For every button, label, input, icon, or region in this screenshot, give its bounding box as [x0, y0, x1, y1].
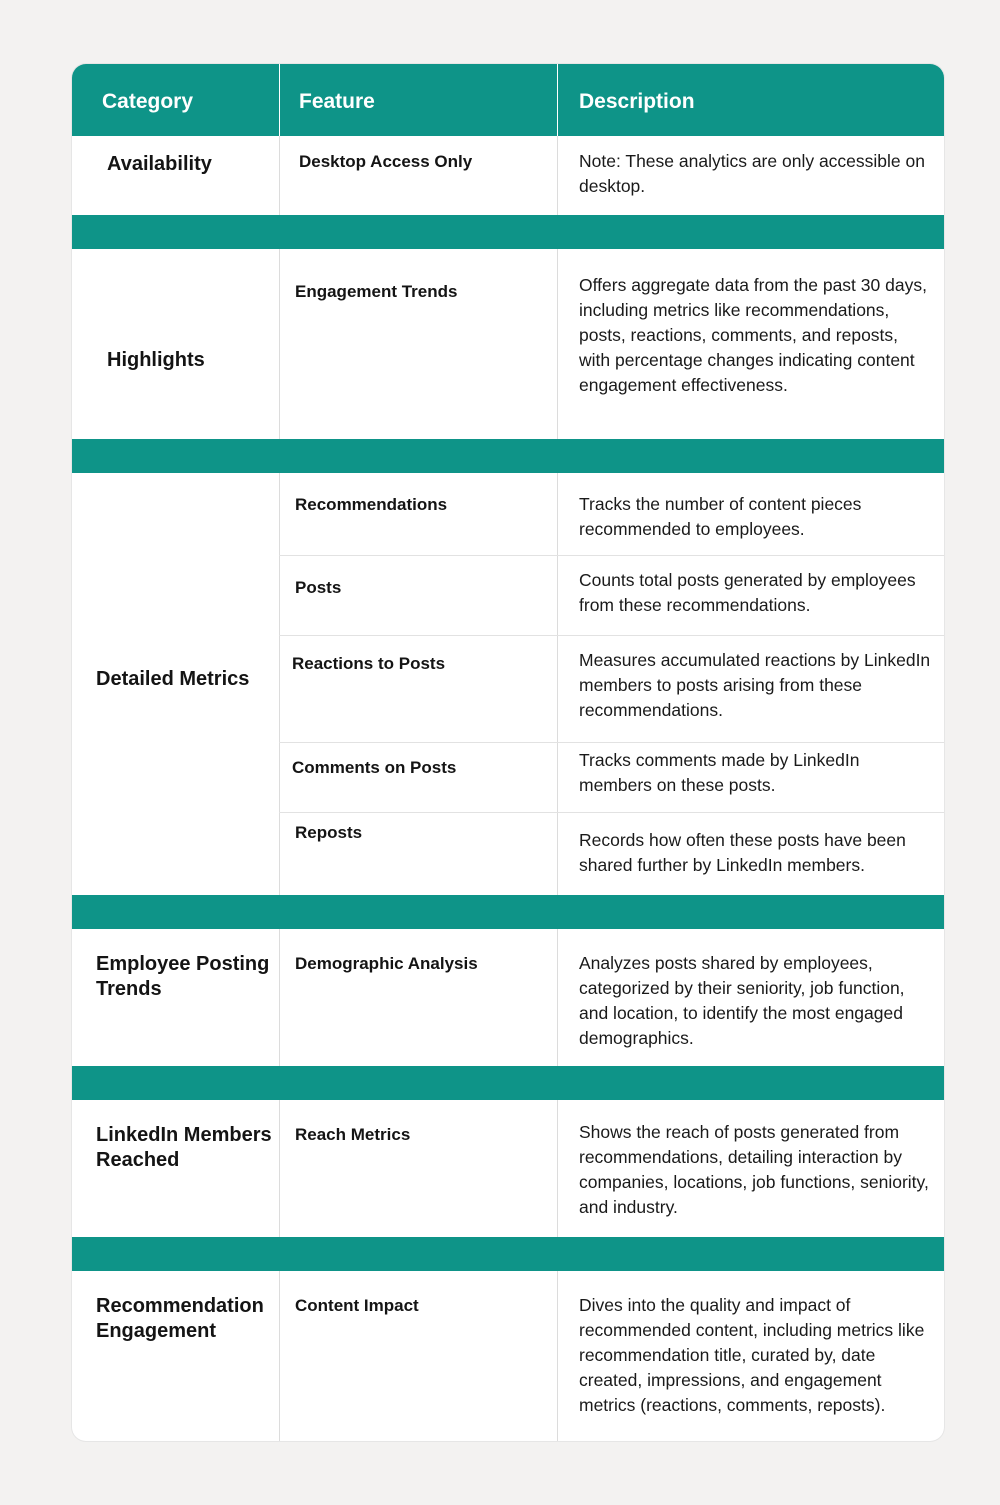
- description-comments: Tracks comments made by LinkedIn members on these posts.: [579, 750, 860, 795]
- description-reposts: Records how often these posts have been shared further by LinkedIn members.: [579, 830, 906, 875]
- category-employee-posting-trends: Employee Posting Trends: [96, 953, 270, 1000]
- section-separator: [72, 1066, 944, 1100]
- description-reactions: Measures accumulated reactions by LinkedIn members to posts arising from these recommendations.: [579, 650, 931, 720]
- feature-comments: Comments on Posts: [292, 758, 457, 777]
- table-header: [72, 64, 944, 136]
- description-recommendation-engagement: Dives into the quality and impact of recommended content, including metrics like recommendation title, curated by, date created, impressions, and engagement metrics (reactions, comments, reposts).: [579, 1295, 925, 1415]
- feature-engagement-trends: Engagement Trends: [295, 282, 458, 301]
- feature-reposts: Reposts: [295, 823, 363, 842]
- description-highlights: Offers aggregate data from the past 30 days, including metrics like recommendations, posts, reactions, comments, and reposts, with percentage changes indicating content engagement effectiveness.: [579, 275, 927, 395]
- description-availability: Note: These analytics are only accessible on desktop.: [579, 151, 925, 196]
- row-divider: [279, 812, 944, 813]
- section-separator: [72, 439, 944, 473]
- row-divider: [279, 635, 944, 636]
- description-members-reached: Shows the reach of posts generated from recommendations, detailing interaction by companies, locations, job functions, seniority, and industry.: [579, 1122, 929, 1217]
- feature-desktop-access: Desktop Access Only: [299, 152, 473, 171]
- section-separator: [72, 215, 944, 249]
- header-description: Description: [579, 90, 695, 113]
- description-employee-posting: Analyzes posts shared by employees, categorized by their seniority, job function, and location, to identify the most engaged demographics.: [579, 953, 905, 1048]
- description-recommendations: Tracks the number of content pieces recommended to employees.: [579, 494, 862, 539]
- feature-reach-metrics: Reach Metrics: [295, 1125, 411, 1144]
- column-divider: [279, 64, 280, 136]
- header-feature: Feature: [299, 90, 375, 113]
- column-divider: [557, 64, 558, 136]
- category-recommendation-engagement: Recommendation Engagement: [96, 1295, 264, 1342]
- feature-demographic-analysis: Demographic Analysis: [295, 954, 478, 973]
- header-category: Category: [102, 90, 194, 113]
- section-separator: [72, 1237, 944, 1271]
- section-separator: [72, 895, 944, 929]
- analytics-table: [72, 64, 944, 1441]
- feature-reactions: Reactions to Posts: [292, 654, 446, 673]
- description-posts: Counts total posts generated by employees from these recommendations.: [579, 570, 916, 615]
- category-detailed-metrics: Detailed Metrics: [96, 668, 250, 690]
- feature-content-impact: Content Impact: [295, 1296, 419, 1315]
- feature-posts: Posts: [295, 578, 342, 597]
- category-availability: Availability: [107, 153, 212, 175]
- category-members-reached: LinkedIn Members Reached: [96, 1124, 272, 1171]
- category-highlights: Highlights: [107, 349, 205, 371]
- feature-recommendations: Recommendations: [295, 495, 448, 514]
- row-divider: [279, 742, 944, 743]
- row-divider: [279, 555, 944, 556]
